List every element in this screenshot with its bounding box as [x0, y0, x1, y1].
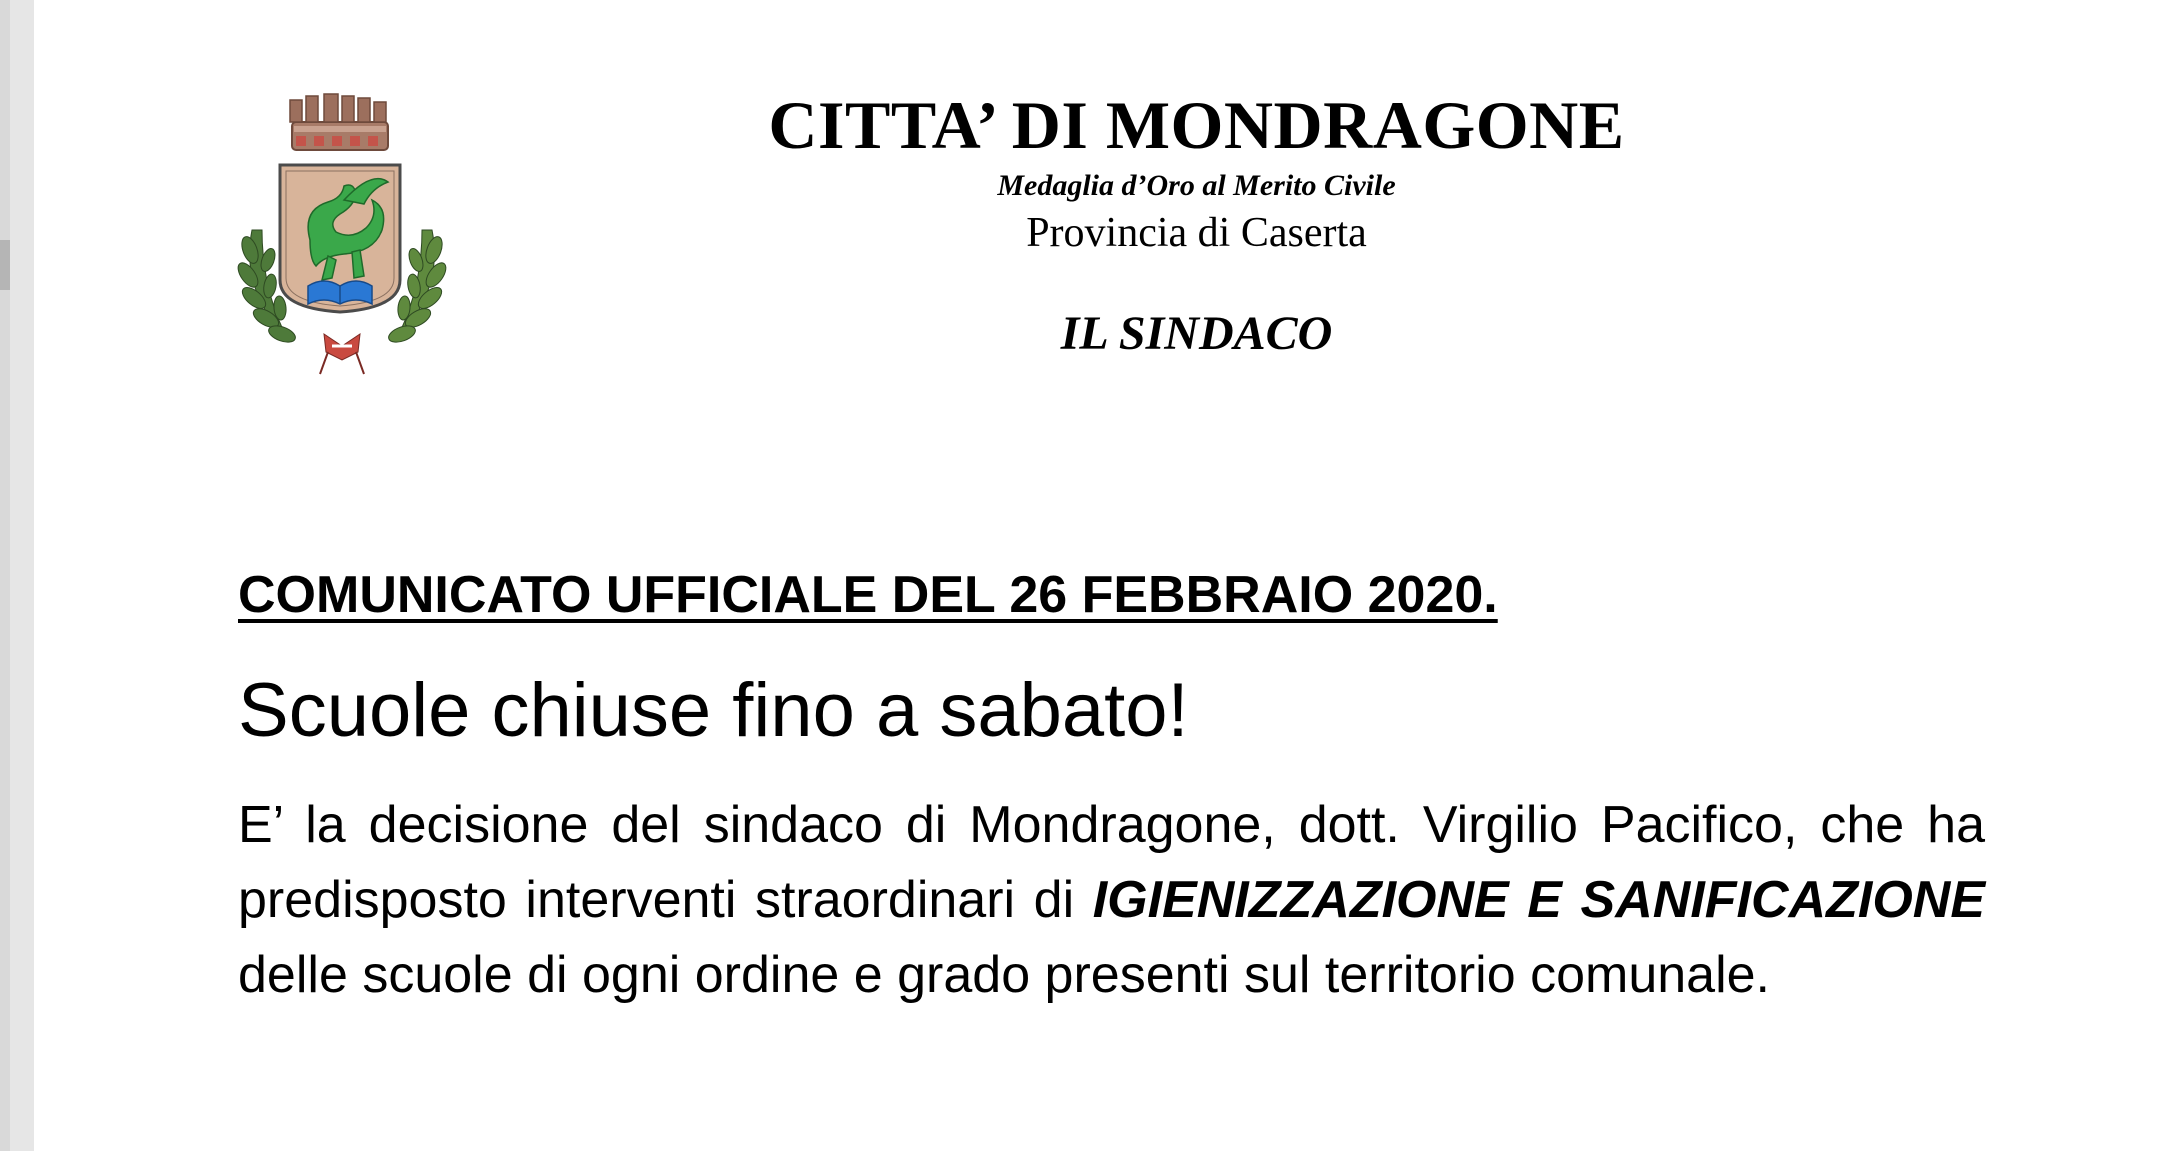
crown-icon [290, 94, 388, 150]
coat-of-arms-icon [232, 90, 472, 380]
medal-subtitle: Medaglia d’Oro al Merito Civile [997, 169, 1396, 202]
headline: Scuole chiuse fino a sabato! [238, 668, 1189, 753]
paragraph-text-part2: delle scuole di ogni ordine e grado presenti sul territorio comunale. [238, 946, 1770, 1004]
body-paragraph [238, 788, 1985, 1013]
document-page [34, 0, 2162, 1151]
city-name: CITTA’ DI MONDRAGONE [768, 87, 1625, 163]
mayor-title: IL SINDACO [1060, 307, 1333, 360]
letterhead [634, 87, 1759, 362]
paragraph-text-part1: E’ la decisione del sindaco di Mondragone, dott. Virgilio Pacifico, che ha predisposto interventi straordinari di [238, 796, 1985, 929]
ribbon-icon [320, 334, 364, 374]
scrollbar-thumb[interactable] [0, 240, 10, 290]
paragraph-emphasis: IGIENIZZAZIONE E SANIFICAZIONE [1092, 871, 1985, 929]
communique-title: COMUNICATO UFFICIALE DEL 26 FEBBRAIO 2020. [238, 566, 1498, 624]
province-label: Provincia di Caserta [1026, 210, 1367, 256]
document-body [238, 560, 1985, 1013]
scrollbar-track[interactable] [0, 0, 10, 1151]
shield-icon [280, 165, 400, 312]
